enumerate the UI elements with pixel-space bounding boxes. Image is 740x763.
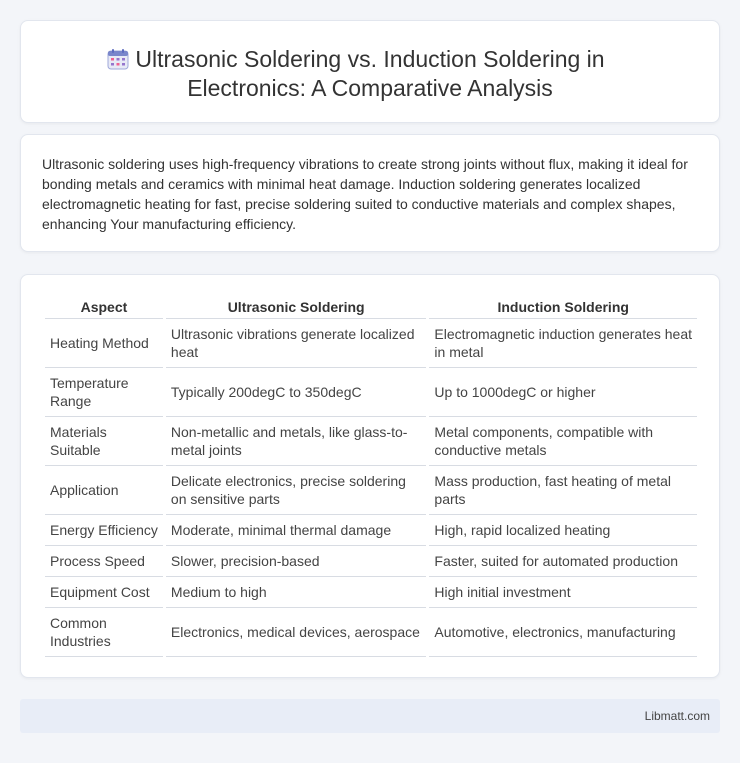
header-aspect: Aspect [45,295,163,319]
footer-brand-link[interactable]: Libmatt.com [644,709,710,723]
row-aspect: Common Industries [45,608,163,657]
table-header-row [45,295,697,319]
row-aspect: Temperature Range [45,368,163,417]
title-line-2: Electronics: A Comparative Analysis [187,75,553,101]
row-ultrasonic: Slower, precision-based [166,546,427,577]
row-ultrasonic: Typically 200degC to 350degC [166,368,427,417]
table-row [45,577,697,608]
table-row [45,319,697,368]
table-row [45,608,697,657]
intro-card [20,134,720,252]
row-aspect: Process Speed [45,546,163,577]
row-induction: Up to 1000degC or higher [429,368,697,417]
row-induction: Automotive, electronics, manufacturing [429,608,697,657]
table-row [45,417,697,466]
title-line-1: Ultrasonic Soldering vs. Induction Soldering in [135,46,605,72]
table-row [45,368,697,417]
row-induction: Faster, suited for automated production [429,546,697,577]
header-ultrasonic: Ultrasonic Soldering [166,295,427,319]
table-row [45,515,697,546]
header-induction: Induction Soldering [429,295,697,319]
comparison-card [20,274,720,678]
row-induction: Mass production, fast heating of metal parts [429,466,697,515]
footer [20,699,720,733]
row-aspect: Energy Efficiency [45,515,163,546]
comparison-table [42,295,700,657]
row-ultrasonic: Non-metallic and metals, like glass-to-metal joints [166,417,427,466]
row-ultrasonic: Delicate electronics, precise soldering on sensitive parts [166,466,427,515]
row-ultrasonic: Moderate, minimal thermal damage [166,515,427,546]
table-row [45,466,697,515]
page-title [135,45,604,103]
row-aspect: Equipment Cost [45,577,163,608]
row-induction: Electromagnetic induction generates heat in metal [429,319,697,368]
row-ultrasonic: Medium to high [166,577,427,608]
row-induction: High initial investment [429,577,697,608]
row-aspect: Heating Method [45,319,163,368]
row-induction: High, rapid localized heating [429,515,697,546]
title-card [20,20,720,123]
row-ultrasonic: Ultrasonic vibrations generate localized heat [166,319,427,368]
row-induction: Metal components, compatible with conductive metals [429,417,697,466]
table-row [45,546,697,577]
row-aspect: Application [45,466,163,515]
row-ultrasonic: Electronics, medical devices, aerospace [166,608,427,657]
row-aspect: Materials Suitable [45,417,163,466]
intro-paragraph: Ultrasonic soldering uses high-frequency vibrations to create strong joints without flux, making it ideal for bonding metals and ceramics with minimal heat damage. Induction soldering generates localized electromagnetic heating for fast, precise soldering suited to conductive materials and complex shapes, enhancing Your manufacturing efficiency. [42,156,688,232]
